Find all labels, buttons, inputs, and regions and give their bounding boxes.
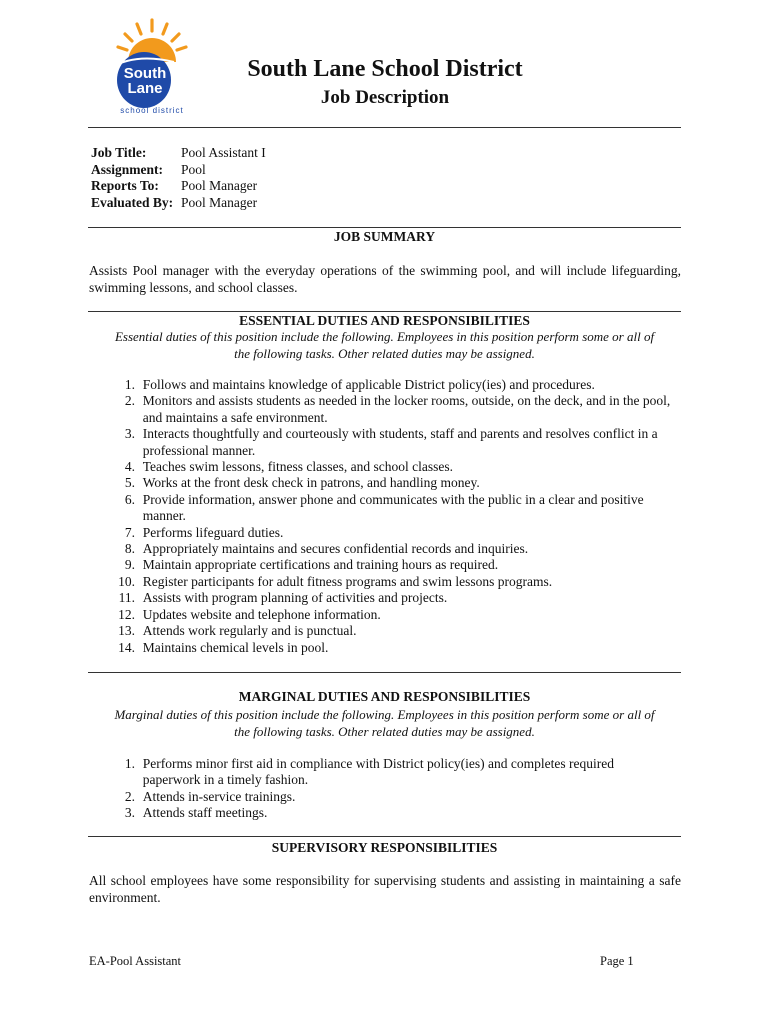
job-meta (91, 145, 266, 211)
list-item: 3. Attends staff meetings. (124, 805, 268, 821)
list-item: 11. Assists with program planning of activities and projects. (118, 590, 448, 606)
list-item: 7. Performs lifeguard duties. (124, 524, 284, 540)
divider (88, 836, 681, 837)
list-item: 4. Teaches swim lessons, fitness classes, and school classes. (124, 459, 453, 475)
logo-subtext: school district (120, 106, 184, 115)
list-item: 1. Performs minor first aid in compliance with District policy(ies) and completes required paperwork in a timely fashion. (124, 756, 614, 788)
list-item: 14. Maintains chemical levels in pool. (118, 639, 329, 655)
footer-doc-id: EA-Pool Assistant (89, 954, 182, 968)
divider (88, 127, 681, 128)
job-summary-heading: JOB SUMMARY (333, 229, 436, 244)
list-item: 10. Register participants for adult fitness programs and swim lessons programs. (118, 573, 553, 589)
list-item: 9. Maintain appropriate certifications and training hours as required. (124, 557, 499, 573)
list-item: 6. Provide information, answer phone and communicates with the public in a clear and positive manner. (124, 491, 644, 524)
divider (88, 227, 681, 228)
divider (88, 672, 681, 673)
meta-row: Evaluated By: Pool Manager (91, 194, 258, 210)
divider (88, 311, 681, 312)
list-item: 3. Interacts thoughtfully and courteously with students, staff and parents and resolves conflict in a professional manner. (124, 426, 658, 458)
meta-row: Assignment: Pool (91, 161, 206, 177)
marginal-duties-heading: MARGINAL DUTIES AND RESPONSIBILITIES (238, 689, 531, 704)
list-item: 12. Updates website and telephone information. (118, 606, 381, 622)
list-item: 8. Appropriately maintains and secures confidential records and inquiries. (124, 541, 529, 557)
list-item: 5. Works at the front desk check in patrons, and handling money. (124, 475, 480, 491)
job-summary-text: Assists Pool manager with the everyday operations of the swimming pool, and will include lifeguarding, swimming lessons, and school classes. (89, 263, 681, 295)
supervisory-text: All school employees have some responsibility for supervising students and assisting in maintaining a safe environment. (89, 873, 681, 905)
list-item: 2. Attends in-service trainings. (124, 788, 296, 804)
page-title: South Lane School District (247, 56, 523, 82)
marginal-duties-note: Marginal duties of this position include the following. Employees in this position perform some or all of the following tasks. Other related duties may be assigned. (114, 707, 655, 739)
list-item: 1. Follows and maintains knowledge of applicable District policy(ies) and procedures. (124, 377, 595, 392)
footer-page-number: Page 1 (600, 954, 634, 968)
list-item: 13. Attends work regularly and is punctual. (118, 623, 357, 639)
meta-row: Reports To: Pool Manager (91, 178, 258, 193)
marginal-duties-list (89, 756, 681, 822)
essential-duties-list (89, 377, 681, 656)
meta-row: Job Title: Pool Assistant I (91, 145, 266, 160)
supervisory-heading: SUPERVISORY RESPONSIBILITIES (271, 840, 498, 855)
essential-duties-heading: ESSENTIAL DUTIES AND RESPONSIBILITIES (239, 313, 530, 328)
list-item: 2. Monitors and assists students as needed in the locker rooms, outside, on the deck, and in the pool, and maintains a safe environment. (124, 393, 671, 425)
page-subtitle: Job Description (320, 87, 450, 108)
essential-duties-note: Essential duties of this position include the following. Employees in this position perform some or all of the following tasks. Other related duties may be assigned. (114, 329, 655, 361)
logo-word-south: South (123, 65, 167, 82)
logo-word-lane: Lane (127, 80, 163, 97)
